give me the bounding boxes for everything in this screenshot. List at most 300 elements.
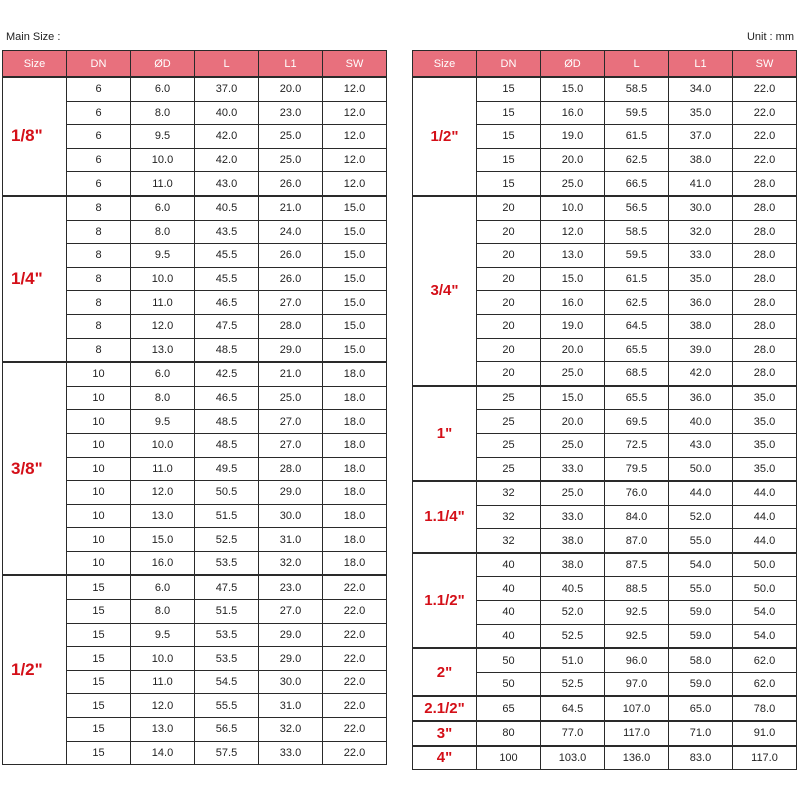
l1-cell: 31.0: [259, 694, 323, 718]
l-cell: 48.5: [195, 410, 259, 434]
od-cell: 8.0: [131, 600, 195, 624]
l-cell: 42.0: [195, 148, 259, 172]
od-cell: 33.0: [541, 505, 605, 529]
dn-cell: 15: [67, 623, 131, 647]
dn-cell: 32: [477, 529, 541, 553]
l1-cell: 40.0: [669, 410, 733, 434]
sw-cell: 12.0: [323, 77, 387, 101]
l1-cell: 58.0: [669, 648, 733, 672]
l-cell: 88.5: [605, 577, 669, 601]
dn-cell: 6: [67, 125, 131, 149]
dn-cell: 6: [67, 101, 131, 125]
l1-cell: 59.0: [669, 601, 733, 625]
od-cell: 40.5: [541, 577, 605, 601]
l-cell: 64.5: [605, 314, 669, 338]
sw-cell: 28.0: [733, 291, 797, 315]
dn-cell: 40: [477, 624, 541, 648]
dn-cell: 10: [67, 386, 131, 410]
sw-cell: 78.0: [733, 696, 797, 721]
od-cell: 77.0: [541, 721, 605, 746]
dn-cell: 8: [67, 314, 131, 338]
dn-cell: 10: [67, 481, 131, 505]
size-table-right: [412, 50, 797, 770]
dn-cell: 15: [477, 172, 541, 196]
size-label: 2": [413, 648, 477, 696]
sw-cell: 18.0: [323, 551, 387, 575]
table-row: [413, 721, 797, 746]
l-cell: 47.5: [195, 575, 259, 599]
od-cell: 33.0: [541, 457, 605, 481]
table-row: [413, 481, 797, 505]
dn-cell: 32: [477, 481, 541, 505]
sw-cell: 12.0: [323, 101, 387, 125]
l-cell: 107.0: [605, 696, 669, 721]
sw-cell: 15.0: [323, 291, 387, 315]
l-cell: 37.0: [195, 77, 259, 101]
l1-cell: 31.0: [259, 528, 323, 552]
l-cell: 55.5: [195, 694, 259, 718]
dn-cell: 15: [67, 718, 131, 742]
od-cell: 52.5: [541, 672, 605, 696]
l-cell: 53.5: [195, 551, 259, 575]
l1-cell: 71.0: [669, 721, 733, 746]
od-cell: 103.0: [541, 746, 605, 770]
sw-cell: 35.0: [733, 410, 797, 434]
od-cell: 16.0: [131, 551, 195, 575]
l1-cell: 32.0: [669, 220, 733, 244]
od-cell: 12.0: [131, 314, 195, 338]
sw-cell: 22.0: [733, 77, 797, 101]
od-cell: 25.0: [541, 481, 605, 505]
od-cell: 25.0: [541, 172, 605, 196]
od-cell: 6.0: [131, 362, 195, 386]
od-cell: 13.0: [131, 718, 195, 742]
l1-cell: 38.0: [669, 314, 733, 338]
size-label: 1": [413, 386, 477, 481]
sw-cell: 22.0: [323, 718, 387, 742]
sw-cell: 18.0: [323, 528, 387, 552]
l-cell: 65.5: [605, 386, 669, 410]
sw-cell: 15.0: [323, 314, 387, 338]
dn-cell: 20: [477, 244, 541, 268]
sw-cell: 28.0: [733, 196, 797, 220]
od-cell: 10.0: [131, 433, 195, 457]
od-cell: 52.5: [541, 624, 605, 648]
l-cell: 51.5: [195, 600, 259, 624]
l1-cell: 21.0: [259, 362, 323, 386]
sw-cell: 15.0: [323, 267, 387, 291]
od-cell: 13.0: [131, 338, 195, 362]
od-cell: 20.0: [541, 338, 605, 362]
sw-cell: 18.0: [323, 410, 387, 434]
main-size-caption: Main Size :: [6, 31, 61, 43]
dn-cell: 15: [67, 670, 131, 694]
dn-cell: 10: [67, 551, 131, 575]
dn-cell: 6: [67, 148, 131, 172]
l1-cell: 34.0: [669, 77, 733, 101]
od-cell: 11.0: [131, 291, 195, 315]
l-cell: 45.5: [195, 267, 259, 291]
l1-cell: 36.0: [669, 291, 733, 315]
l-cell: 54.5: [195, 670, 259, 694]
table-header-row: [3, 51, 387, 78]
sw-cell: 22.0: [323, 670, 387, 694]
od-cell: 9.5: [131, 410, 195, 434]
l1-cell: 43.0: [669, 433, 733, 457]
l-cell: 69.5: [605, 410, 669, 434]
sw-cell: 28.0: [733, 338, 797, 362]
l-cell: 62.5: [605, 291, 669, 315]
od-cell: 64.5: [541, 696, 605, 721]
l-cell: 47.5: [195, 314, 259, 338]
dn-cell: 40: [477, 601, 541, 625]
l-cell: 92.5: [605, 624, 669, 648]
l1-cell: 33.0: [669, 244, 733, 268]
dn-cell: 20: [477, 362, 541, 386]
l1-cell: 37.0: [669, 125, 733, 149]
od-cell: 9.5: [131, 623, 195, 647]
l1-cell: 30.0: [669, 196, 733, 220]
dn-cell: 15: [477, 148, 541, 172]
l-cell: 48.5: [195, 433, 259, 457]
sw-cell: 22.0: [733, 101, 797, 125]
l1-cell: 59.0: [669, 624, 733, 648]
l-cell: 65.5: [605, 338, 669, 362]
sw-cell: 18.0: [323, 504, 387, 528]
l-cell: 43.5: [195, 220, 259, 244]
l1-cell: 42.0: [669, 362, 733, 386]
l1-cell: 55.0: [669, 529, 733, 553]
dn-cell: 25: [477, 410, 541, 434]
od-cell: 9.5: [131, 244, 195, 268]
l1-cell: 39.0: [669, 338, 733, 362]
l-cell: 53.5: [195, 647, 259, 671]
od-cell: 11.0: [131, 457, 195, 481]
table-row: [413, 553, 797, 577]
od-cell: 10.0: [131, 148, 195, 172]
l1-cell: 23.0: [259, 101, 323, 125]
dn-cell: 8: [67, 196, 131, 220]
l1-cell: 20.0: [259, 77, 323, 101]
od-cell: 13.0: [541, 244, 605, 268]
dn-cell: 8: [67, 291, 131, 315]
od-cell: 10.0: [131, 647, 195, 671]
l-cell: 49.5: [195, 457, 259, 481]
od-cell: 19.0: [541, 125, 605, 149]
sw-cell: 15.0: [323, 196, 387, 220]
sw-cell: 28.0: [733, 314, 797, 338]
l-cell: 84.0: [605, 505, 669, 529]
od-cell: 13.0: [131, 504, 195, 528]
od-cell: 15.0: [541, 386, 605, 410]
dn-cell: 8: [67, 338, 131, 362]
l-cell: 61.5: [605, 125, 669, 149]
header-sw: SW: [323, 51, 387, 78]
l1-cell: 32.0: [259, 718, 323, 742]
table-row: [413, 77, 797, 101]
od-cell: 6.0: [131, 196, 195, 220]
l-cell: 46.5: [195, 291, 259, 315]
sw-cell: 22.0: [733, 148, 797, 172]
dn-cell: 40: [477, 553, 541, 577]
dn-cell: 15: [67, 600, 131, 624]
size-label: 3/8": [3, 362, 67, 575]
l-cell: 45.5: [195, 244, 259, 268]
l-cell: 43.0: [195, 172, 259, 196]
sw-cell: 18.0: [323, 362, 387, 386]
l1-cell: 23.0: [259, 575, 323, 599]
l1-cell: 27.0: [259, 410, 323, 434]
size-label: 1/8": [3, 77, 67, 196]
dn-cell: 65: [477, 696, 541, 721]
header-od: ØD: [541, 51, 605, 78]
od-cell: 6.0: [131, 77, 195, 101]
header-sw: SW: [733, 51, 797, 78]
size-label: 1/2": [413, 77, 477, 196]
sw-cell: 22.0: [733, 125, 797, 149]
dn-cell: 25: [477, 457, 541, 481]
l1-cell: 27.0: [259, 291, 323, 315]
od-cell: 16.0: [541, 291, 605, 315]
dn-cell: 100: [477, 746, 541, 770]
sw-cell: 22.0: [323, 647, 387, 671]
l1-cell: 29.0: [259, 338, 323, 362]
l-cell: 62.5: [605, 148, 669, 172]
dn-cell: 6: [67, 172, 131, 196]
od-cell: 10.0: [541, 196, 605, 220]
sw-cell: 28.0: [733, 362, 797, 386]
l1-cell: 65.0: [669, 696, 733, 721]
od-cell: 8.0: [131, 101, 195, 125]
od-cell: 9.5: [131, 125, 195, 149]
od-cell: 14.0: [131, 741, 195, 765]
l-cell: 42.0: [195, 125, 259, 149]
l-cell: 79.5: [605, 457, 669, 481]
od-cell: 20.0: [541, 410, 605, 434]
l-cell: 72.5: [605, 433, 669, 457]
header-od: ØD: [131, 51, 195, 78]
sw-cell: 54.0: [733, 624, 797, 648]
dn-cell: 8: [67, 244, 131, 268]
l1-cell: 25.0: [259, 148, 323, 172]
od-cell: 20.0: [541, 148, 605, 172]
dn-cell: 10: [67, 457, 131, 481]
od-cell: 52.0: [541, 601, 605, 625]
header-l1: L1: [669, 51, 733, 78]
l1-cell: 55.0: [669, 577, 733, 601]
header-dn: DN: [477, 51, 541, 78]
l1-cell: 33.0: [259, 741, 323, 765]
od-cell: 38.0: [541, 529, 605, 553]
od-cell: 15.0: [131, 528, 195, 552]
unit-caption: Unit : mm: [746, 31, 794, 43]
dn-cell: 15: [477, 125, 541, 149]
l1-cell: 27.0: [259, 433, 323, 457]
od-cell: 11.0: [131, 172, 195, 196]
table-row: [3, 77, 387, 101]
sw-cell: 54.0: [733, 601, 797, 625]
sw-cell: 18.0: [323, 386, 387, 410]
sw-cell: 15.0: [323, 244, 387, 268]
sw-cell: 50.0: [733, 577, 797, 601]
header-dn: DN: [67, 51, 131, 78]
table-row: [413, 386, 797, 410]
l-cell: 117.0: [605, 721, 669, 746]
table-row: [3, 362, 387, 386]
dn-cell: 50: [477, 672, 541, 696]
sw-cell: 18.0: [323, 433, 387, 457]
sw-cell: 91.0: [733, 721, 797, 746]
sw-cell: 44.0: [733, 505, 797, 529]
sw-cell: 50.0: [733, 553, 797, 577]
sw-cell: 22.0: [323, 623, 387, 647]
size-label: 4": [413, 746, 477, 770]
l1-cell: 83.0: [669, 746, 733, 770]
sw-cell: 35.0: [733, 386, 797, 410]
dn-cell: 15: [67, 741, 131, 765]
dn-cell: 10: [67, 433, 131, 457]
sw-cell: 117.0: [733, 746, 797, 770]
sw-cell: 62.0: [733, 648, 797, 672]
dn-cell: 8: [67, 220, 131, 244]
od-cell: 12.0: [541, 220, 605, 244]
dn-cell: 40: [477, 577, 541, 601]
l-cell: 51.5: [195, 504, 259, 528]
size-label: 1.1/2": [413, 553, 477, 648]
sw-cell: 22.0: [323, 600, 387, 624]
dn-cell: 6: [67, 77, 131, 101]
l1-cell: 32.0: [259, 551, 323, 575]
dn-cell: 20: [477, 338, 541, 362]
table-row: [413, 196, 797, 220]
od-cell: 25.0: [541, 362, 605, 386]
l1-cell: 36.0: [669, 386, 733, 410]
sw-cell: 28.0: [733, 172, 797, 196]
l1-cell: 30.0: [259, 670, 323, 694]
sw-cell: 15.0: [323, 338, 387, 362]
l1-cell: 52.0: [669, 505, 733, 529]
l1-cell: 35.0: [669, 267, 733, 291]
od-cell: 16.0: [541, 101, 605, 125]
l-cell: 52.5: [195, 528, 259, 552]
l-cell: 56.5: [195, 718, 259, 742]
l-cell: 96.0: [605, 648, 669, 672]
sw-cell: 62.0: [733, 672, 797, 696]
l1-cell: 25.0: [259, 125, 323, 149]
od-cell: 38.0: [541, 553, 605, 577]
l-cell: 42.5: [195, 362, 259, 386]
sw-cell: 28.0: [733, 220, 797, 244]
l-cell: 59.5: [605, 244, 669, 268]
table-row: [413, 746, 797, 770]
size-label: 1.1/4": [413, 481, 477, 553]
header-size: Size: [413, 51, 477, 78]
od-cell: 25.0: [541, 433, 605, 457]
l1-cell: 29.0: [259, 623, 323, 647]
od-cell: 15.0: [541, 77, 605, 101]
sw-cell: 35.0: [733, 433, 797, 457]
sw-cell: 44.0: [733, 529, 797, 553]
l1-cell: 44.0: [669, 481, 733, 505]
dn-cell: 20: [477, 220, 541, 244]
sw-cell: 22.0: [323, 575, 387, 599]
l1-cell: 35.0: [669, 101, 733, 125]
l1-cell: 30.0: [259, 504, 323, 528]
table-row: [3, 196, 387, 220]
l1-cell: 26.0: [259, 172, 323, 196]
od-cell: 19.0: [541, 314, 605, 338]
od-cell: 11.0: [131, 670, 195, 694]
l-cell: 66.5: [605, 172, 669, 196]
l-cell: 50.5: [195, 481, 259, 505]
table-header-row: [413, 51, 797, 78]
od-cell: 51.0: [541, 648, 605, 672]
dn-cell: 32: [477, 505, 541, 529]
l1-cell: 25.0: [259, 386, 323, 410]
l1-cell: 59.0: [669, 672, 733, 696]
l1-cell: 21.0: [259, 196, 323, 220]
header-l1: L1: [259, 51, 323, 78]
dn-cell: 25: [477, 386, 541, 410]
dn-cell: 15: [477, 101, 541, 125]
table-row: [3, 575, 387, 599]
dn-cell: 15: [67, 647, 131, 671]
dn-cell: 20: [477, 196, 541, 220]
dn-cell: 10: [67, 504, 131, 528]
dn-cell: 10: [67, 410, 131, 434]
size-label: 3/4": [413, 196, 477, 386]
sw-cell: 18.0: [323, 457, 387, 481]
size-label: 2.1/2": [413, 696, 477, 721]
sw-cell: 18.0: [323, 481, 387, 505]
l-cell: 61.5: [605, 267, 669, 291]
header-l: L: [195, 51, 259, 78]
dn-cell: 80: [477, 721, 541, 746]
l-cell: 57.5: [195, 741, 259, 765]
od-cell: 8.0: [131, 220, 195, 244]
dn-cell: 50: [477, 648, 541, 672]
l1-cell: 27.0: [259, 600, 323, 624]
size-label: 1/2": [3, 575, 67, 764]
dn-cell: 20: [477, 267, 541, 291]
l1-cell: 54.0: [669, 553, 733, 577]
l-cell: 97.0: [605, 672, 669, 696]
l1-cell: 28.0: [259, 314, 323, 338]
dn-cell: 15: [67, 575, 131, 599]
size-table-left: [2, 50, 387, 765]
table-row: [413, 696, 797, 721]
l-cell: 48.5: [195, 338, 259, 362]
l1-cell: 29.0: [259, 647, 323, 671]
size-label: 3": [413, 721, 477, 746]
sw-cell: 12.0: [323, 148, 387, 172]
l1-cell: 50.0: [669, 457, 733, 481]
sw-cell: 44.0: [733, 481, 797, 505]
l1-cell: 41.0: [669, 172, 733, 196]
l-cell: 76.0: [605, 481, 669, 505]
dn-cell: 20: [477, 291, 541, 315]
header-l: L: [605, 51, 669, 78]
sw-cell: 12.0: [323, 125, 387, 149]
sw-cell: 15.0: [323, 220, 387, 244]
l-cell: 53.5: [195, 623, 259, 647]
size-label: 1/4": [3, 196, 67, 362]
l-cell: 46.5: [195, 386, 259, 410]
l1-cell: 28.0: [259, 457, 323, 481]
l1-cell: 26.0: [259, 267, 323, 291]
dn-cell: 10: [67, 362, 131, 386]
dn-cell: 20: [477, 314, 541, 338]
